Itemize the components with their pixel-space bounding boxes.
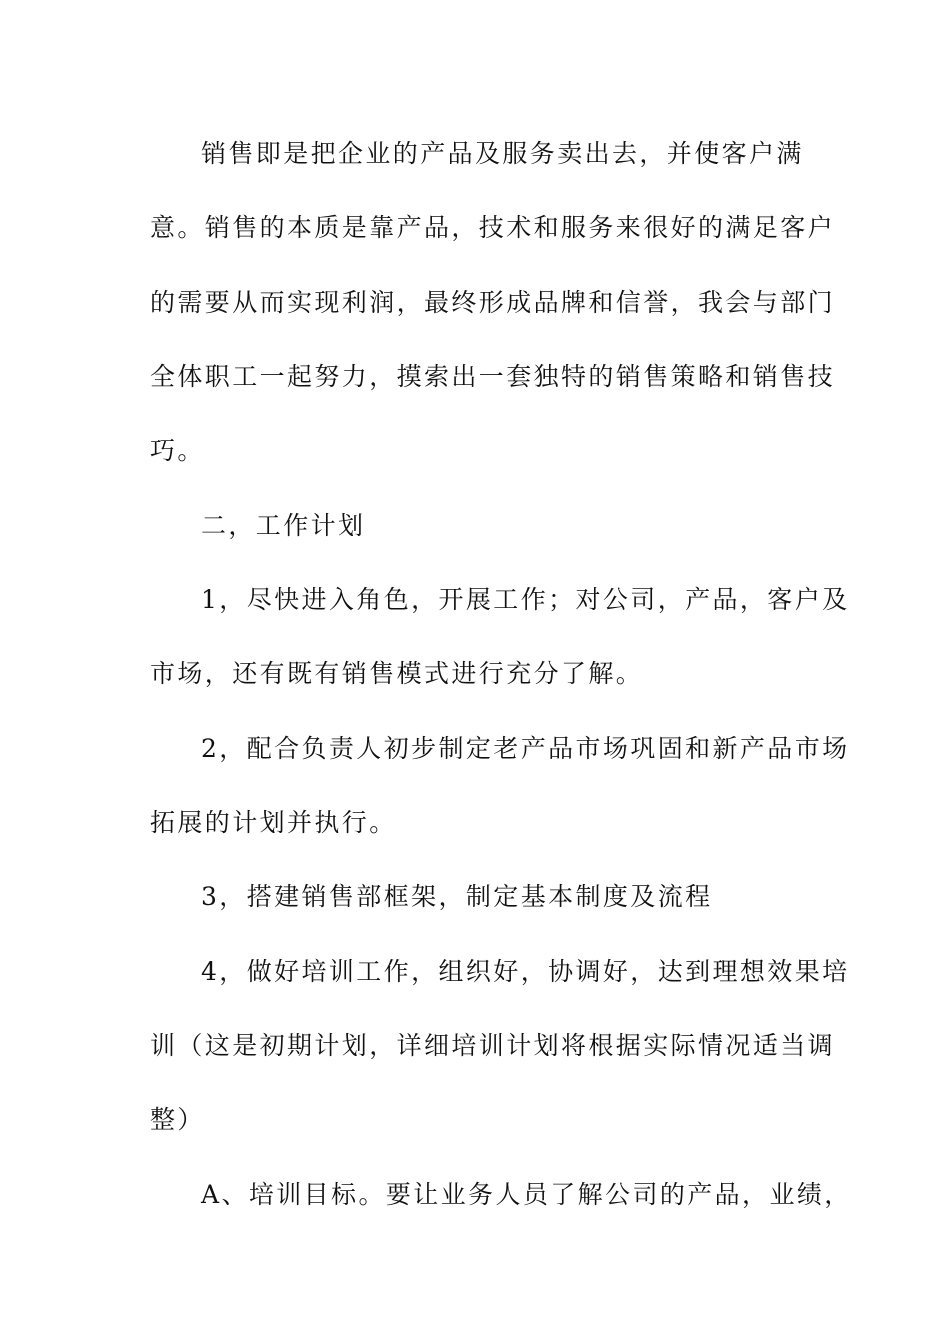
text-line: 巧。 [150, 436, 205, 465]
text-line: 1，尽快进入角色，开展工作；对公司，产品，客户及 [201, 585, 850, 614]
text-line: 2，配合负责人初步制定老产品市场巩固和新产品市场 [201, 734, 850, 763]
text-line: 3，搭建销售部框架，制定基本制度及流程 [201, 882, 713, 911]
text-line: A、培训目标。要让业务人员了解公司的产品，业绩， [201, 1180, 852, 1209]
text-line: 的需要从而实现利润，最终形成品牌和信誉，我会与部门 [150, 288, 836, 317]
text-line: 4，做好培训工作，组织好，协调好，达到理想效果培 [201, 957, 850, 986]
text-line: 拓展的计划并执行。 [150, 808, 397, 837]
text-line: 整） [150, 1105, 205, 1134]
text-line: 训（这是初期计划，详细培训计划将根据实际情况适当调 [150, 1031, 836, 1060]
section-heading: 二，工作计划 [201, 511, 366, 540]
text-line: 全体职工一起努力，摸索出一套独特的销售策略和销售技 [150, 362, 836, 391]
text-line: 意。销售的本质是靠产品，技术和服务来很好的满足客户 [150, 213, 836, 242]
text-line: 市场，还有既有销售模式进行充分了解。 [150, 659, 644, 688]
text-line: 销售即是把企业的产品及服务卖出去，并使客户满 [201, 139, 804, 168]
